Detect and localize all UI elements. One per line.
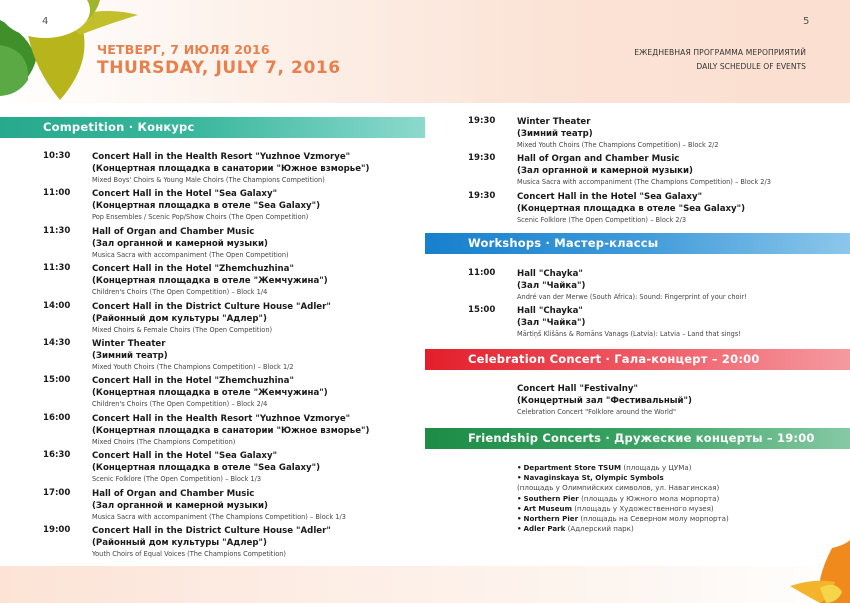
event-time: 11:30 — [43, 263, 71, 274]
event-venue-en: Concert Hall in the Hotel "Sea Galaxy" — [92, 451, 278, 462]
event-venue-ru: (Зал "Чайка") — [517, 281, 586, 291]
event-venue-en: Hall of Organ and Chamber Music — [517, 154, 680, 165]
location-name: Art Museum — [523, 503, 572, 513]
page-number-right: 5 — [803, 16, 810, 27]
event-venue-en: Concert Hall "Festivalny" — [517, 384, 639, 394]
event-venue-ru: (Концертный зал "Фестивальный") — [517, 396, 692, 406]
bullet-icon: • — [517, 463, 522, 472]
event-time: 15:00 — [468, 305, 496, 316]
event-venue-en: Winter Theater — [92, 339, 166, 349]
event-venue-ru: (Концертная площадка в отеле "Sea Galaxy") — [92, 201, 321, 212]
event-venue-ru: (Концертная площадка в санатории "Южное взморье") — [92, 425, 370, 436]
event-venue-en: Hall of Organ and Chamber Music — [92, 488, 255, 499]
location-name: Northern Pier — [523, 514, 579, 524]
event-details: Musica Sacra with accompaniment (The Champions Competition) – Block 2/3 — [517, 178, 771, 187]
event-venue-ru: (Зимний театр) — [517, 129, 593, 139]
event-time: 16:00 — [43, 412, 71, 423]
event-venue-en: Concert Hall in the District Culture House "Adler" — [92, 301, 331, 312]
event-details: Mixed Youth Choirs (The Champions Competition) – Block 2/2 — [517, 141, 719, 149]
event-venue-ru: (Зал органной и камерной музыки) — [92, 238, 268, 249]
page-number-left: 4 — [42, 16, 49, 27]
location-note-line — [517, 483, 729, 493]
event-venue-en: Concert Hall in the Hotel "Zhemchuzhina" — [92, 376, 294, 387]
event-details: Youth Choirs of Equal Voices (The Champions Competition) — [92, 550, 287, 558]
location-note: (Адлерский парк) — [567, 524, 634, 534]
event-venue-ru: (Районный дом культуры "Адлер") — [92, 313, 267, 324]
event-venue-en: Concert Hall in the Hotel "Sea Galaxy" — [92, 189, 278, 200]
section-header-celebration: Celebration Concert · Гала-концерт – 20:00 — [425, 349, 850, 370]
bullet-icon: • — [517, 493, 522, 503]
event-time: 19:30 — [468, 190, 496, 201]
event-venue-en: Concert Hall in the District Culture House "Adler" — [92, 526, 331, 536]
event-details: André van der Merwe (South Africa): Sound: Fingerprint of your choir! — [517, 293, 747, 301]
location-note: (площадь у ЦУМа) — [623, 463, 692, 472]
event-venue-ru: (Зал органной и камерной музыки) — [92, 500, 268, 511]
event-venue-ru: (Концертная площадка в отеле "Sea Galaxy") — [517, 203, 746, 214]
location-item — [517, 504, 729, 514]
event-venue-en: Concert Hall in the Health Resort "Yuzhnoe Vzmorye" — [92, 152, 351, 162]
event-venue-ru: (Зал "Чайка") — [517, 318, 586, 329]
event-details: Musica Sacra with accompaniment (The Champions Competition) – Block 1/3 — [92, 512, 346, 521]
location-name: Navaginskaya St, Olympic Symbols — [523, 473, 664, 483]
flower-decoration-icon — [790, 540, 850, 603]
event-venue-ru: (Районный дом культуры "Адлер") — [92, 538, 267, 548]
event-details: Scenic Folklore (The Open Competition) – Block 2/3 — [517, 215, 687, 224]
event-time: 16:30 — [43, 450, 71, 461]
location-note: (площадь у Южного мола морпорта) — [581, 493, 720, 503]
event-time: 19:30 — [468, 153, 496, 164]
event-details: Celebration Concert "Folklore around the World" — [517, 408, 677, 416]
event-venue-ru: (Концертная площадка в отеле "Sea Galaxy") — [92, 463, 321, 474]
date-heading-ru: ЧЕТВЕРГ, 7 ИЮЛЯ 2016 — [97, 42, 270, 57]
event-details: Mixed Boys' Choirs & Young Male Choirs (The Champions Competition) — [92, 176, 325, 184]
event-time: 14:30 — [43, 338, 71, 348]
daily-schedule-label-en: DAILY SCHEDULE OF EVENTS — [696, 62, 806, 71]
friendship-location-list — [517, 463, 729, 534]
event-venue-en: Concert Hall in the Health Resort "Yuzhnoe Vzmorye" — [92, 413, 351, 424]
location-name: Southern Pier — [523, 493, 579, 503]
event-venue-en: Concert Hall in the Hotel "Sea Galaxy" — [517, 191, 703, 202]
event-time: 11:30 — [43, 225, 71, 236]
section-header-workshops: Workshops · Мастер-классы — [425, 233, 850, 254]
event-venue-en: Hall "Chayka" — [517, 306, 583, 317]
section-header-friendship: Friendship Concerts · Дружеские концерты – 19:00 — [425, 428, 850, 449]
date-heading-en: THURSDAY, JULY 7, 2016 — [97, 58, 341, 78]
event-details: Mārtiņš Klišāns & Romāns Vanags (Latvia): Latvia – Land that sings! — [517, 330, 741, 339]
location-note: (площадь у Художественного музея) — [574, 503, 714, 513]
bullet-icon: • — [517, 473, 522, 483]
event-details: Children's Choirs (The Open Competition) – Block 1/4 — [92, 288, 268, 297]
event-details: Pop Ensembles / Scenic Pop/Show Choirs (The Open Competition) — [92, 213, 309, 222]
event-venue-en: Hall of Organ and Chamber Music — [92, 226, 255, 237]
event-time: 11:00 — [468, 268, 496, 278]
location-item — [517, 514, 729, 524]
event-time: 10:30 — [43, 151, 71, 161]
location-item — [517, 473, 729, 483]
event-details: Children's Choirs (The Open Competition) – Block 2/4 — [92, 400, 268, 409]
bullet-icon: • — [517, 524, 522, 534]
event-venue-ru: (Зал органной и камерной музыки) — [517, 166, 693, 177]
event-time: 19:30 — [468, 116, 496, 126]
event-time: 15:00 — [43, 375, 71, 386]
location-name: Adler Park — [523, 524, 566, 534]
section-header-competition: Competition · Конкурс — [0, 117, 425, 138]
location-item — [517, 494, 729, 504]
location-item — [517, 463, 729, 473]
location-note: (площадь на Северном молу морпорта) — [580, 514, 729, 524]
event-details: Musica Sacra with accompaniment (The Open Competition) — [92, 250, 289, 259]
footer-band — [0, 566, 850, 603]
location-note: (площадь у Олимпийских символов, ул. Навагинская) — [517, 483, 720, 493]
location-name: Department Store TSUM — [523, 463, 622, 472]
bullet-icon: • — [517, 514, 522, 524]
bullet-icon: • — [517, 503, 522, 513]
event-venue-en: Concert Hall in the Hotel "Zhemchuzhina" — [92, 264, 294, 275]
event-details: Mixed Choirs (The Champions Competition) — [92, 437, 236, 446]
event-venue-ru: (Концертная площадка в отеле "Жемчужина") — [92, 276, 328, 287]
location-item — [517, 524, 729, 534]
event-time: 11:00 — [43, 188, 71, 199]
event-details: Mixed Choirs & Female Choirs (The Open Competition) — [92, 325, 273, 334]
event-venue-en: Hall "Chayka" — [517, 269, 583, 279]
event-venue-en: Winter Theater — [517, 117, 591, 127]
event-venue-ru: (Зимний театр) — [92, 351, 168, 361]
event-venue-ru: (Концертная площадка в санатории "Южное взморье") — [92, 164, 370, 174]
event-details: Mixed Youth Choirs (The Champions Competition) – Block 1/2 — [92, 363, 294, 371]
event-time: 17:00 — [43, 487, 71, 498]
daily-schedule-label-ru: ЕЖЕДНЕВНАЯ ПРОГРАММА МЕРОПРИЯТИЙ — [634, 48, 806, 57]
event-venue-ru: (Концертная площадка в отеле "Жемчужина") — [92, 388, 328, 399]
event-time: 19:00 — [43, 525, 71, 535]
event-time: 14:00 — [43, 300, 71, 311]
event-details: Scenic Folklore (The Open Competition) – Block 1/3 — [92, 475, 262, 484]
